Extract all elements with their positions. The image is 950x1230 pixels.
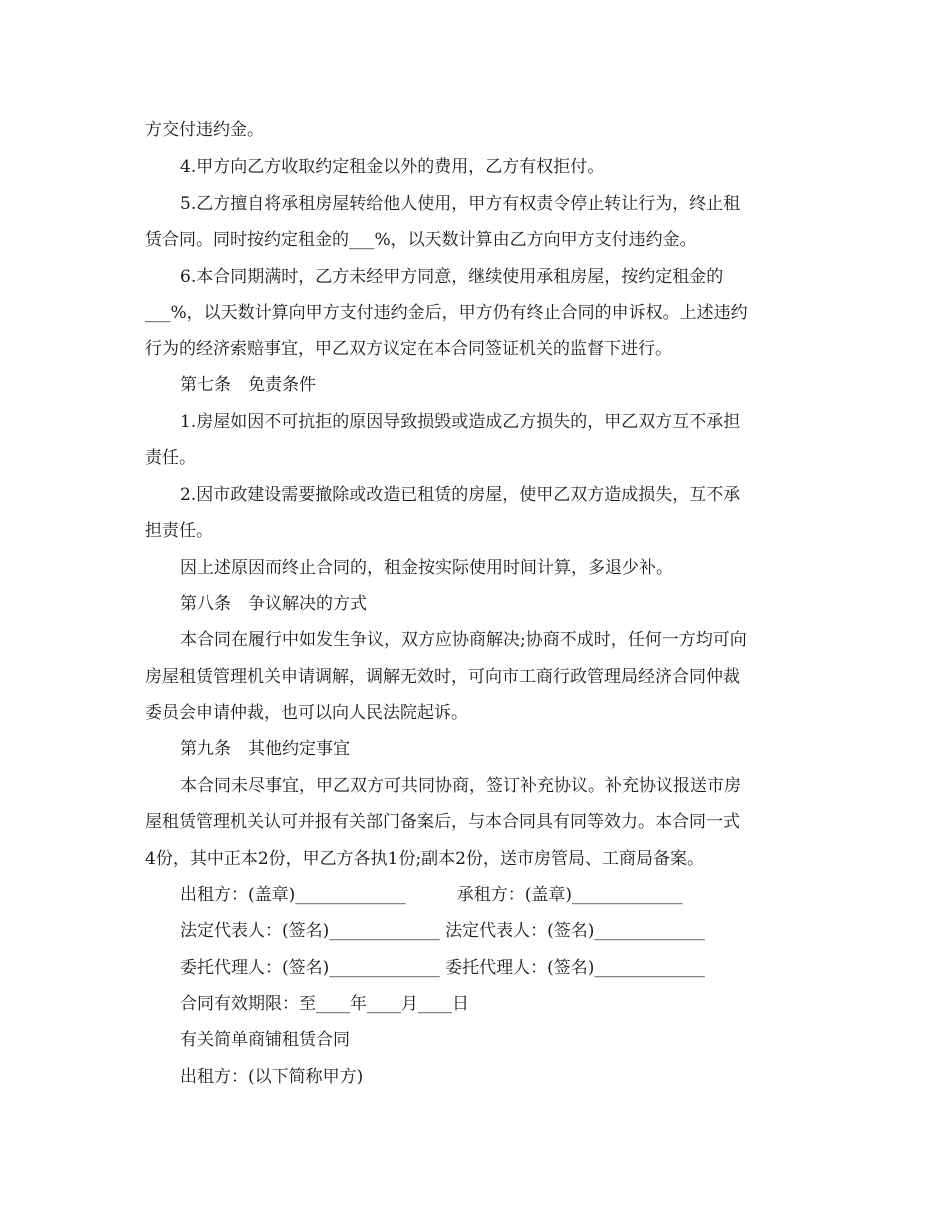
text-line: 责任。 [145,448,196,468]
text-line: 房屋租赁管理机关申请调解，调解无效时，可向市工商行政管理局经济合同仲裁 [145,667,740,687]
text-line: 本合同在履行中如发生争议，双方应协商解决;协商不成时，任何一方均可向 [180,630,747,650]
text-line: ___%，以天数计算向甲方支付违约金后，甲方仍有终止合同的申诉权。上述违约 [145,303,748,323]
text-line: 行为的经济索赔事宜，甲乙双方议定在本合同签证机关的监督下进行。 [145,339,672,359]
text-line: 6.本合同期满时，乙方未经甲方同意，继续使用承租房屋，按约定租金的 [180,267,724,287]
signature-line: 出租方：(盖章)_____________ 承租方：(盖章)_____________ [180,885,683,905]
text-line: 屋租赁管理机关认可并报有关部门备案后，与本合同具有同等效力。本合同一式 [145,812,740,832]
text-line: 出租方：(以下简称甲方) [180,1067,364,1087]
text-line: 方交付违约金。 [145,120,264,140]
section-heading: 第七条 免责条件 [180,375,316,395]
signature-line: 委托代理人：(签名)_____________ 委托代理人：(签名)_____________ [180,958,705,978]
text-line: 委员会申请仲裁，也可以向人民法院起诉。 [145,703,468,723]
section-heading: 第八条 争议解决的方式 [180,594,367,614]
document-title: 有关简单商铺租赁合同 [180,1030,350,1050]
text-line: 2.因市政建设需要撤除或改造已租赁的房屋，使甲乙双方造成损失，互不承 [180,485,741,505]
text-line: 1.房屋如因不可抗拒的原因导致损毁或造成乙方损失的，甲乙双方互不承担 [180,412,741,432]
text-line: 赁合同。同时按约定租金的___%，以天数计算由乙方向甲方支付违约金。 [145,230,697,250]
text-line: 5.乙方擅自将承租房屋转给他人使用，甲方有权责令停止转让行为，终止租 [180,194,741,214]
text-line: 本合同未尽事宜，甲乙双方可共同协商，签订补充协议。补充协议报送市房 [180,776,741,796]
validity-line: 合同有效期限：至____年____月____日 [180,994,469,1014]
text-line: 4份，其中正本2份，甲乙方各执1份;副本2份，送市房管局、工商局备案。 [145,849,704,869]
text-line: 担责任。 [145,521,213,541]
signature-line: 法定代表人：(签名)_____________ 法定代表人：(签名)_____________ [180,921,705,941]
section-heading: 第九条 其他约定事宜 [180,739,350,759]
text-line: 4.甲方向乙方收取约定租金以外的费用，乙方有权拒付。 [180,157,605,177]
text-line: 因上述原因而终止合同的，租金按实际使用时间计算，多退少补。 [180,558,673,578]
